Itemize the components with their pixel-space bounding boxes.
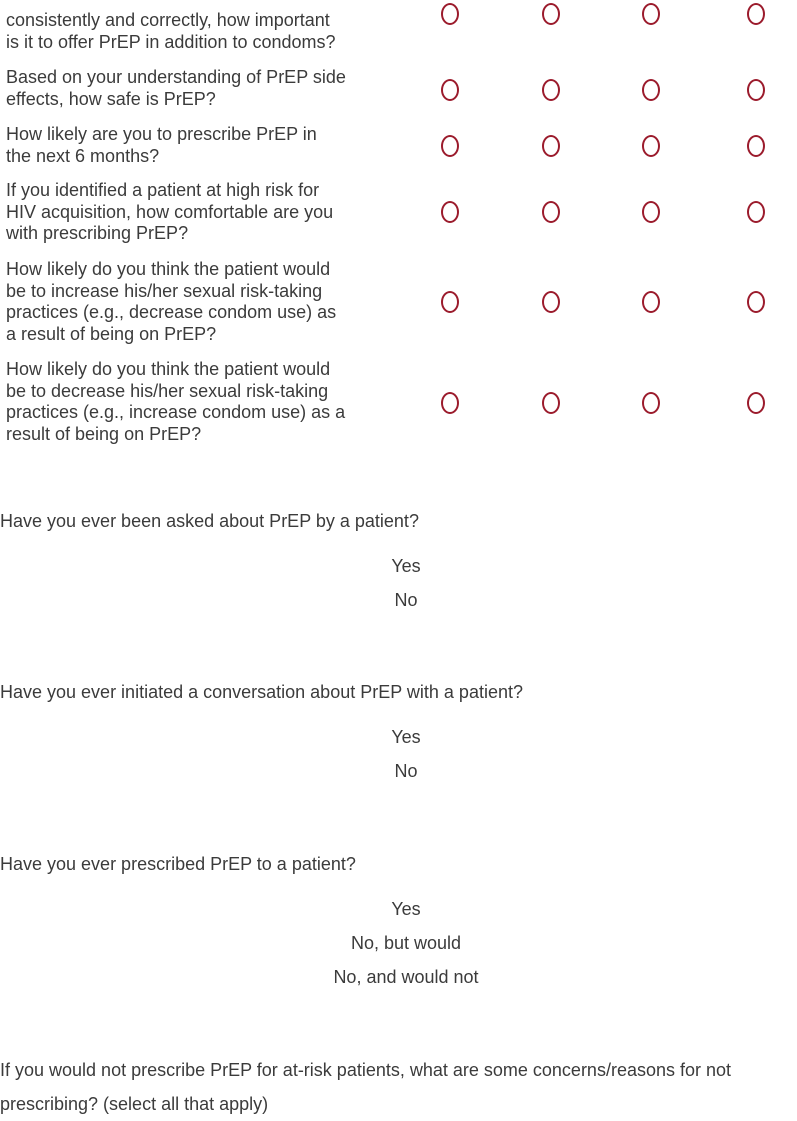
radio-option-2[interactable]	[542, 291, 560, 313]
radio-option-1[interactable]	[441, 291, 459, 313]
matrix-row-label: consistently and correctly, how important is it to offer PrEP in addition to condoms?	[6, 10, 336, 52]
matrix-row-label: Based on your understanding of PrEP side effects, how safe is PrEP?	[6, 67, 346, 109]
option-no-and-would-not[interactable]: No, and would not	[333, 967, 479, 987]
question-text: Have you ever been asked about PrEP by a patient?	[0, 511, 419, 531]
radio-option-4[interactable]	[747, 79, 765, 101]
option-no[interactable]: No	[394, 590, 418, 610]
radio-option-4[interactable]	[747, 135, 765, 157]
radio-option-1[interactable]	[441, 79, 459, 101]
radio-option-1[interactable]	[441, 201, 459, 223]
radio-option-1[interactable]	[441, 392, 459, 414]
radio-option-2[interactable]	[542, 392, 560, 414]
radio-option-4[interactable]	[747, 201, 765, 223]
radio-option-2[interactable]	[542, 135, 560, 157]
radio-option-3[interactable]	[642, 392, 660, 414]
question-text: If you would not prescribe PrEP for at-risk patients, what are some concerns/reasons for not prescribing? (select all that apply)	[0, 1060, 732, 1114]
radio-option-3[interactable]	[642, 135, 660, 157]
radio-option-4[interactable]	[747, 291, 765, 313]
matrix-row-label: How likely do you think the patient would be to decrease his/her sexual risk-taking practices (e.g., increase condom use) as a result of being on PrEP?	[6, 359, 346, 444]
radio-option-3[interactable]	[642, 3, 660, 25]
question-text: Have you ever prescribed PrEP to a patient?	[0, 854, 356, 874]
radio-option-4[interactable]	[747, 392, 765, 414]
radio-option-3[interactable]	[642, 201, 660, 223]
option-no-but-would[interactable]: No, but would	[350, 933, 462, 953]
option-no[interactable]: No	[394, 761, 418, 781]
radio-option-2[interactable]	[542, 201, 560, 223]
matrix-row-label: If you identified a patient at high risk for HIV acquisition, how comfortable are you with prescribing PrEP?	[6, 180, 334, 243]
radio-option-2[interactable]	[542, 3, 560, 25]
matrix-row-label: How likely are you to prescribe PrEP in the next 6 months?	[6, 124, 317, 166]
option-yes[interactable]: Yes	[391, 727, 421, 747]
option-yes[interactable]: Yes	[391, 899, 421, 919]
radio-option-4[interactable]	[747, 3, 765, 25]
radio-option-1[interactable]	[441, 3, 459, 25]
radio-option-3[interactable]	[642, 79, 660, 101]
radio-option-1[interactable]	[441, 135, 459, 157]
question-text: Have you ever initiated a conversation about PrEP with a patient?	[0, 682, 523, 702]
matrix-row-label: How likely do you think the patient would be to increase his/her sexual risk-taking practices (e.g., decrease condom use) as a result of being on PrEP?	[6, 259, 337, 344]
radio-option-3[interactable]	[642, 291, 660, 313]
option-yes[interactable]: Yes	[391, 556, 421, 576]
radio-option-2[interactable]	[542, 79, 560, 101]
